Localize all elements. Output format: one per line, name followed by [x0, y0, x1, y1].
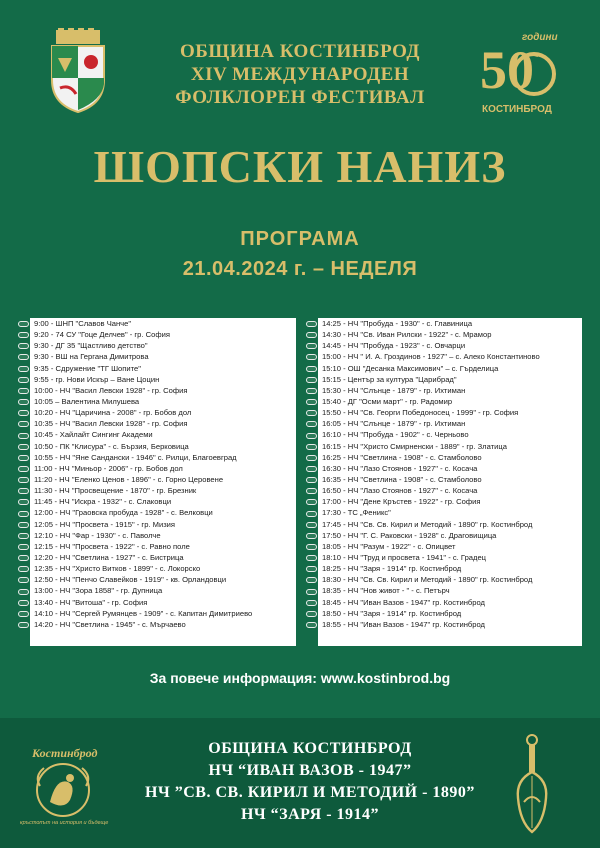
organizer-heading — [120, 40, 480, 109]
schedule-entry: 12:35 - НЧ "Христо Витков - 1899" - с. Локорско — [34, 564, 201, 574]
binder-ring — [306, 366, 317, 372]
footer-line: НЧ “ЗАРЯ - 1914” — [240, 806, 380, 823]
schedule-entry: 16:35 - НЧ "Светлина - 1908" - с. Стамболово — [322, 474, 482, 484]
binder-ring — [306, 488, 317, 494]
binder-ring — [306, 600, 317, 606]
schedule-entry: 9:55 - гр. Нови Искър – Ване Цоцин — [34, 374, 160, 384]
schedule-entry: 18:55 - НЧ "Иван Вазов - 1947" гр. Костинброд — [322, 619, 485, 629]
binder-ring — [306, 533, 317, 539]
binder-ring — [18, 321, 29, 327]
anniversary-word-bottom: КОСТИНБРОД — [482, 104, 552, 115]
anniversary-word-top: години — [522, 32, 558, 43]
binder-ring — [18, 544, 29, 550]
schedule-entry: 16:50 - НЧ "Лазо Стоянов - 1927" - с. Косача — [322, 486, 478, 496]
binder-ring — [18, 455, 29, 461]
binder-ring — [18, 511, 29, 517]
schedule-entry: 17:00 - НЧ "Дене Кръстев - 1922" - гр. София — [322, 497, 481, 507]
schedule-entry: 10:05 – Валентина Милушева — [34, 396, 140, 406]
schedule-entry: 10:35 - НЧ "Васил Левски 1928" - гр. София — [34, 419, 188, 429]
binder-ring — [306, 511, 317, 517]
schedule-entry: 12:00 - НЧ "Граовска пробуда - 1928" - с. Велковци — [34, 508, 213, 518]
schedule-entry: 18:10 - НЧ "Труд и просвета - 1941" - с. Градец — [322, 552, 487, 562]
schedule-entry: 13:40 - НЧ "Витоша" - гр. София — [34, 597, 148, 607]
schedule-entry: 10:45 - Хайлайт Сингинг Академи — [34, 430, 153, 440]
binder-ring — [306, 566, 317, 572]
binder-ring — [18, 600, 29, 606]
schedule-entry: 14:10 - НЧ "Сергей Румянцев - 1909" - с. Капитан Димитриево — [34, 608, 253, 618]
logo-word: Костинброд — [32, 746, 98, 760]
binder-ring — [306, 321, 317, 327]
schedule-entry: 14:30 - НЧ "Св. Иван Рилски - 1922" - с. Мрамор — [322, 330, 492, 340]
binder-ring — [306, 444, 317, 450]
schedule-entry: 11:30 - НЧ "Просвещение - 1870" - гр. Брезник — [34, 486, 197, 496]
more-info-line: За повече информация: www.kostinbrod.bg — [149, 670, 451, 686]
organizer-line: XIV МЕЖДУНАРОДЕН — [190, 64, 410, 85]
binder-ring — [306, 354, 317, 360]
binder-ring — [306, 544, 317, 550]
schedule-entry: 15:40 - ДГ "Осми март" - гр. Радомир — [322, 396, 453, 406]
schedule-entry: 9:00 - ШНП "Славов Чанче" — [34, 319, 132, 328]
binder-ring — [306, 421, 317, 427]
binder-ring — [18, 499, 29, 505]
binder-ring — [18, 622, 29, 628]
schedule-entry: 15:30 - НЧ "Слънце - 1879" - гр. Ихтиман — [322, 385, 466, 395]
binder-ring — [306, 377, 317, 383]
binder-ring — [18, 410, 29, 416]
schedule-entry: 11:20 - НЧ "Еленко Ценов - 1896" - с. Горно Церовене — [34, 474, 224, 484]
schedule-entry: 15:15 - Център за култура "Царибрад" — [322, 374, 457, 384]
schedule-entry: 17:30 - ТС „Феникс" — [322, 508, 391, 518]
schedule-entry: 9:35 - Сдружение "ТГ Шопите" — [34, 363, 141, 373]
binder-ring — [306, 611, 317, 617]
schedule-entry: 14:20 - НЧ "Светлина - 1945" - с. Мърчаево — [34, 619, 186, 629]
binder-ring — [18, 466, 29, 472]
binder-ring — [18, 477, 29, 483]
schedule-entry: 15:10 - ОШ "Десанка Максимович" – с. Гърделица — [322, 363, 499, 373]
schedule-entry: 16:10 - НЧ "Пробуда - 1902" - с. Черньово — [322, 430, 469, 440]
schedule-entry: 9:30 - ДГ 35 "Щастливо детство" — [34, 341, 148, 351]
binder-ring — [18, 421, 29, 427]
schedule-entry: 18:05 - НЧ "Разум - 1922" - с. Опицвет — [322, 541, 456, 551]
gadulka-instrument-icon — [512, 732, 552, 836]
binder-ring — [18, 589, 29, 595]
binder-ring — [18, 366, 29, 372]
binder-ring — [306, 388, 317, 394]
schedule-sheet — [30, 318, 296, 646]
schedule-entry: 18:25 - НЧ "Заря - 1914" гр. Костинброд — [322, 564, 462, 574]
binder-ring — [18, 555, 29, 561]
binder-ring — [18, 611, 29, 617]
schedule-entry: 17:50 - НЧ "Г. С. Раковски - 1928" с. Драговищица — [322, 530, 497, 540]
binder-ring — [18, 533, 29, 539]
binder-ring — [306, 410, 317, 416]
schedule-right-column — [306, 318, 582, 646]
schedule-entry: 12:20 - НЧ "Светлина - 1927" - с. Бистрица — [34, 552, 184, 562]
schedule-entry: 14:45 - НЧ "Пробуда - 1923" - с. Овчарци — [322, 341, 466, 351]
binder-ring — [306, 622, 317, 628]
schedule-entry: 12:15 - НЧ "Просвета - 1922" - с. Равно поле — [34, 541, 190, 551]
binder-ring — [18, 388, 29, 394]
binder-ring — [18, 354, 29, 360]
kostinbrod-logo — [20, 738, 109, 832]
schedule-entry: 17:45 - НЧ "Св. Св. Кирил и Методий - 1890" гр. Костинброд — [322, 519, 533, 529]
schedule-entry: 11:00 - НЧ "Миньор - 2006" - гр. Бобов дол — [34, 463, 183, 473]
schedule-entry: 18:35 - НЧ "Нов живот - " - с. Петърч — [322, 586, 450, 596]
binder-ring — [18, 343, 29, 349]
binder-ring — [306, 555, 317, 561]
binder-ring — [306, 343, 317, 349]
schedule-entry: 18:50 - НЧ "Заря - 1914" гр. Костинброд — [322, 608, 462, 618]
schedule-entry: 16:15 - НЧ "Христо Смирненски - 1889" - гр. Златица — [322, 441, 507, 451]
binder-ring — [306, 399, 317, 405]
binder-ring — [306, 577, 317, 583]
footer-line: НЧ “ИВАН ВАЗОВ - 1947” — [208, 762, 412, 779]
binder-ring — [306, 499, 317, 505]
schedule-entry: 18:30 - НЧ "Св. Св. Кирил и Методий - 1890" гр. Костинброд — [322, 575, 533, 585]
festival-title: ШОПСКИ НАНИЗ — [93, 141, 507, 192]
schedule-entry: 13:00 - НЧ "Зора 1858" - гр. Дупница — [34, 586, 163, 596]
binder-ring — [306, 455, 317, 461]
binder-ring — [306, 433, 317, 439]
coat-of-arms-icon — [46, 28, 110, 114]
program-label: ПРОГРАМА — [240, 228, 360, 250]
binder-ring — [18, 444, 29, 450]
binder-ring — [306, 522, 317, 528]
footer — [0, 718, 600, 848]
anniversary-emblem — [478, 26, 558, 118]
schedule-entry: 15:50 - НЧ "Св. Георги Победоносец - 1999" - гр. София — [322, 408, 519, 418]
schedule-entry: 18:45 - НЧ "Иван Вазов - 1947" гр. Костинброд — [322, 597, 485, 607]
schedule-sheet — [318, 318, 582, 646]
binder-ring — [18, 332, 29, 338]
organizer-line: ФОЛКЛОРЕН ФЕСТИВАЛ — [175, 87, 425, 108]
schedule-entry: 9:20 - 74 СУ "Гоце Делчев" - гр. София — [34, 330, 170, 340]
binder-ring — [306, 466, 317, 472]
schedule-entry: 15:00 - НЧ " И. А. Гроздинов - 1927" – с. Алеко Константиново — [322, 352, 540, 362]
binder-ring — [306, 477, 317, 483]
organizer-line: ОБЩИНА КОСТИНБРОД — [180, 41, 420, 62]
schedule-entry: 16:30 - НЧ "Лазо Стоянов - 1927" - с. Косача — [322, 463, 478, 473]
binder-ring — [18, 566, 29, 572]
anniversary-number: 50 — [480, 40, 534, 100]
binder-ring — [18, 399, 29, 405]
schedule-entry: 11:45 - НЧ "Искра - 1932" - с. Слаковци — [34, 497, 172, 507]
binder-ring — [18, 577, 29, 583]
binder-ring — [18, 488, 29, 494]
footer-organizers — [110, 738, 510, 826]
binder-ring — [306, 589, 317, 595]
schedule-entry: 9:30 - ВШ на Гергана Димитрова — [34, 352, 149, 362]
schedule-entry: 12:10 - НЧ "Фар - 1930" - с. Паволче — [34, 530, 161, 540]
schedule-entry: 10:55 - НЧ "Яне Сандански - 1946" с. Рилци, Благоевград — [34, 452, 237, 462]
footer-line: ОБЩИНА КОСТИНБРОД — [208, 740, 412, 757]
logo-slogan: кръстопът на история и бъдеще — [20, 820, 109, 826]
schedule-left-column — [18, 318, 296, 646]
schedule-entry: 10:00 - НЧ "Васил Левски 1928" - гр. София — [34, 385, 188, 395]
schedule-entry: 16:05 - НЧ "Слънце - 1879" - гр. Ихтиман — [322, 419, 466, 429]
schedule-entry: 12:50 - НЧ "Пенчо Славейков - 1919" - кв. Орландовци — [34, 575, 227, 585]
binder-ring — [306, 332, 317, 338]
binder-ring — [18, 522, 29, 528]
footer-line: НЧ ”СВ. СВ. КИРИЛ И МЕТОДИЙ - 1890” — [145, 784, 475, 801]
program-date: 21.04.2024 г. – НЕДЕЛЯ — [182, 258, 418, 280]
schedule-entry: 12:05 - НЧ "Просвета - 1915" - гр. Мизия — [34, 519, 176, 529]
schedule-entry: 16:25 - НЧ "Светлина - 1908" - с. Стамболово — [322, 452, 482, 462]
binder-ring — [18, 433, 29, 439]
binder-ring — [18, 377, 29, 383]
schedule-entry: 10:20 - НЧ "Царичина - 2008" - гр. Бобов дол — [34, 408, 192, 418]
schedule-entry: 14:25 - НЧ "Пробуда - 1930" - с. Главиница — [322, 319, 473, 328]
schedule-entry: 10:50 - ПК "Клисура" - с. Бързия, Берковица — [34, 441, 189, 451]
